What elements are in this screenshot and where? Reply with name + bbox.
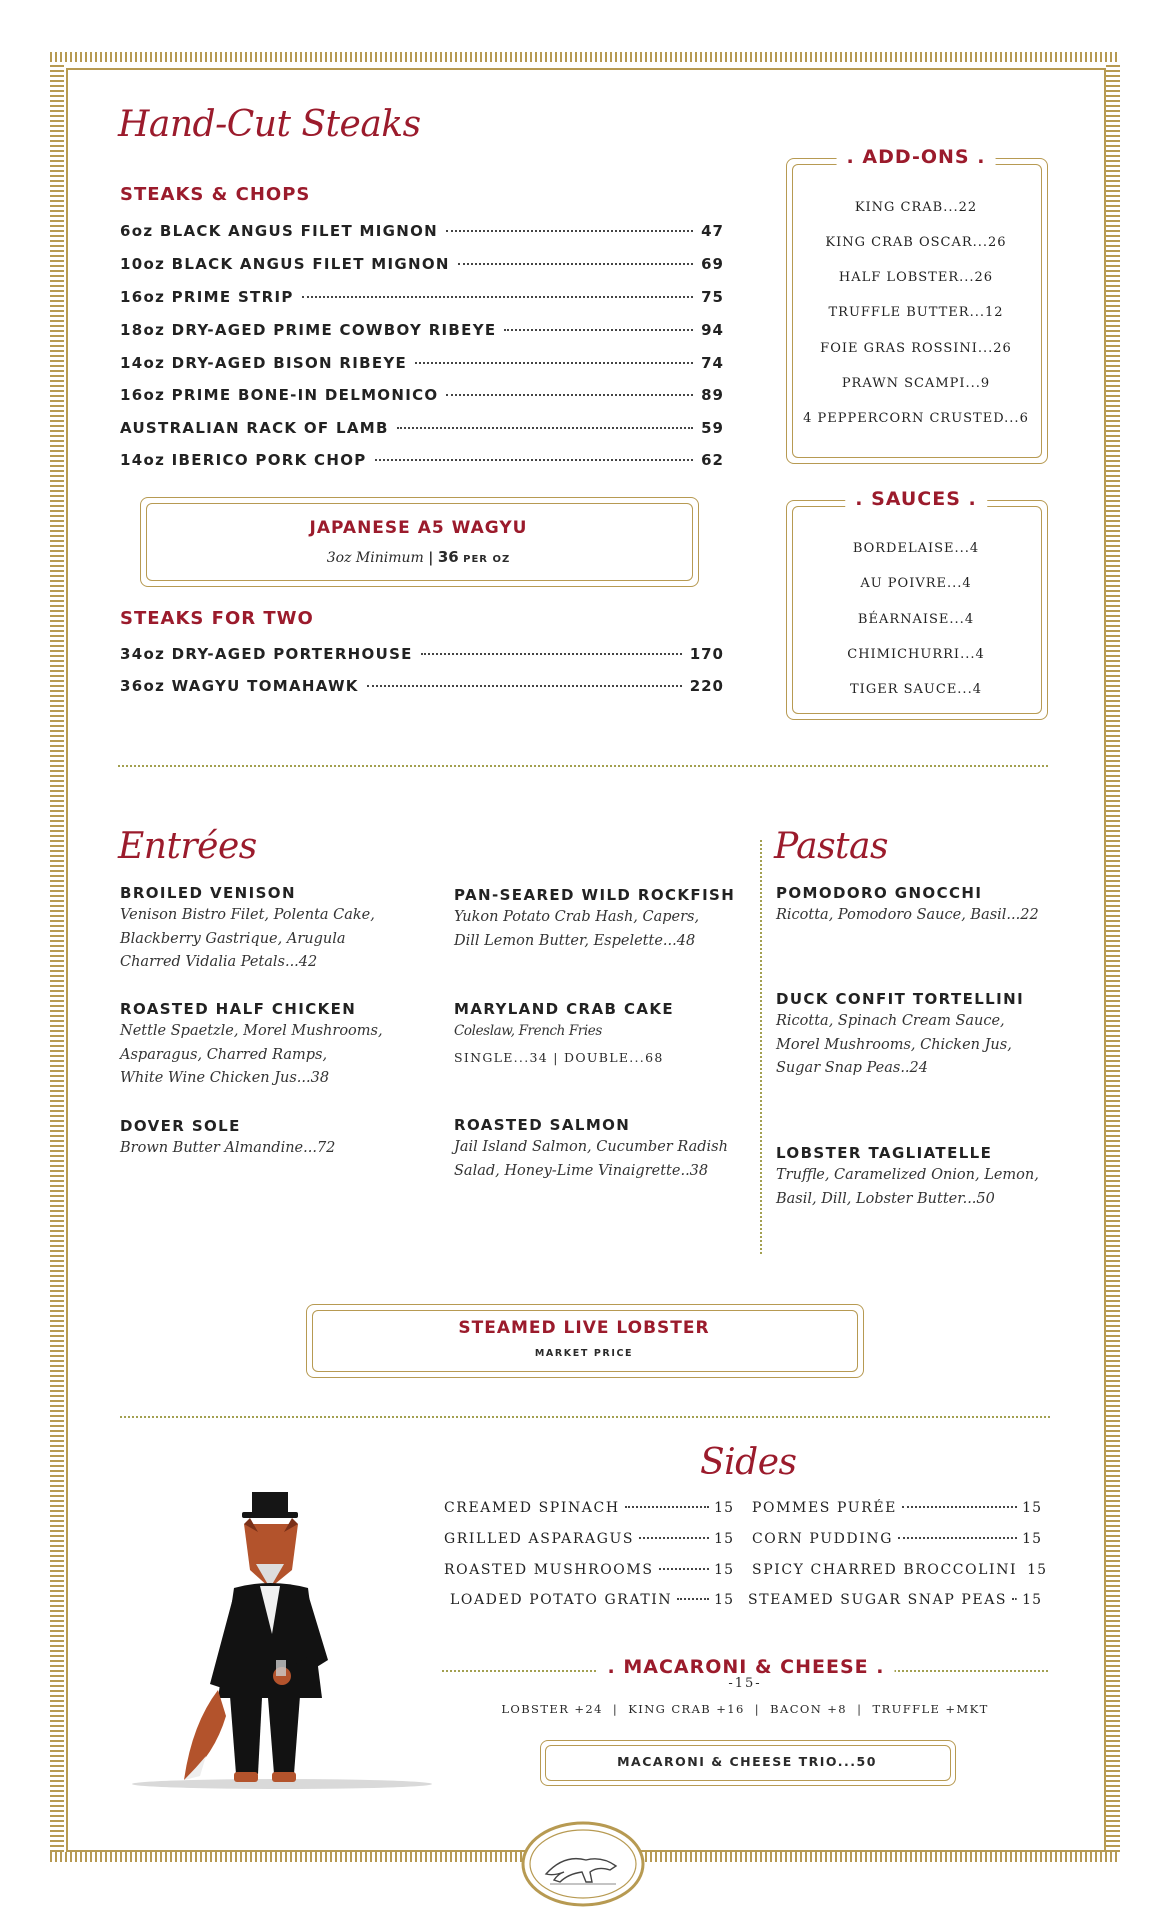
side-item: POMMES PURÉE 15 — [752, 1500, 1042, 1516]
sides-title: Sides — [700, 1442, 797, 1483]
menu-item: DOVER SOLE Brown Butter Almandine...72 — [120, 1117, 336, 1156]
section-divider — [120, 1416, 1050, 1418]
menu-item: 36oz WAGYU TOMAHAWK 220 — [120, 677, 724, 695]
menu-item: AUSTRALIAN RACK OF LAMB 59 — [120, 419, 724, 437]
sauces-title: . SAUCES . — [845, 488, 987, 510]
wagyu-title: JAPANESE A5 WAGYU — [309, 518, 528, 538]
addon-item: TRUFFLE BUTTER...12 — [828, 305, 1004, 320]
entrees-title: Entrées — [118, 826, 257, 867]
mac-title: . MACARONI & CHEESE . — [598, 1656, 895, 1678]
menu-item: ROASTED HALF CHICKEN Nettle Spaetzle, Morel Mushrooms, Asparagus, Charred Ramps, White Wine Chicken Jus...38 — [120, 1000, 383, 1086]
addons-title: . ADD-ONS . — [837, 146, 996, 168]
frame-left-band — [50, 62, 64, 1852]
addon-item: 4 PEPPERCORN CRUSTED...6 — [803, 411, 1029, 426]
mac-price: -15- — [728, 1676, 762, 1691]
fox-emblem-icon — [520, 1820, 646, 1908]
fox-gentleman-icon — [122, 1484, 432, 1804]
menu-item: 18oz DRY-AGED PRIME COWBOY RIBEYE 94 — [120, 321, 724, 339]
addon-item: FOIE GRAS ROSSINI...26 — [820, 341, 1012, 356]
sauce-item: AU POIVRE...4 — [860, 576, 972, 591]
steaks-for-two-heading: STEAKS FOR TWO — [120, 608, 314, 629]
mac-addons: LOBSTER +24 | KING CRAB +16 | BACON +8 | TRUFFLE +MKT — [501, 1702, 989, 1716]
lobster-market-price: MARKET PRICE — [534, 1348, 634, 1359]
pastas-title: Pastas — [774, 826, 888, 867]
menu-item: ROASTED SALMON Jail Island Salmon, Cucumber Radish Salad, Honey-Lime Vinaigrette..38 — [454, 1116, 728, 1179]
addon-item: PRAWN SCAMPI...9 — [841, 376, 991, 391]
steaks-chops-heading: STEAKS & CHOPS — [120, 184, 311, 205]
menu-item: POMODORO GNOCCHI Ricotta, Pomodoro Sauce, Basil...22 — [776, 884, 1039, 923]
side-item: CORN PUDDING 15 — [752, 1531, 1042, 1547]
sauce-item: TIGER SAUCE...4 — [850, 682, 982, 697]
side-item: SPICY CHARRED BROCCOLINI 15 — [752, 1562, 1047, 1578]
menu-item: 34oz DRY-AGED PORTERHOUSE 170 — [120, 645, 724, 663]
side-item: GRILLED ASPARAGUS 15 — [444, 1531, 734, 1547]
menu-item: 14oz DRY-AGED BISON RIBEYE 74 — [120, 354, 724, 372]
side-item: LOADED POTATO GRATIN 15 — [450, 1592, 734, 1608]
mac-trio: MACARONI & CHEESE TRIO...50 — [617, 1754, 877, 1769]
frame-top-band — [50, 52, 1120, 62]
addon-item: KING CRAB...22 — [854, 200, 978, 215]
menu-item: 6oz BLACK ANGUS FILET MIGNON 47 — [120, 222, 724, 240]
frame-right-band — [1106, 62, 1120, 1852]
menu-item: 16oz PRIME STRIP 75 — [120, 288, 724, 306]
menu-item: DUCK CONFIT TORTELLINI Ricotta, Spinach Cream Sauce, Morel Mushrooms, Chicken Jus, Sugar Snap Peas..24 — [776, 990, 1025, 1076]
menu-item: MARYLAND CRAB CAKE Coleslaw, French Fries SINGLE...34 | DOUBLE...68 — [454, 1000, 675, 1065]
side-item: CREAMED SPINACH 15 — [444, 1500, 734, 1516]
side-item: ROASTED MUSHROOMS 15 — [444, 1562, 734, 1578]
sauce-item: BORDELAISE...4 — [852, 541, 980, 556]
menu-item: PAN-SEARED WILD ROCKFISH Yukon Potato Crab Hash, Capers, Dill Lemon Butter, Espelette...48 — [454, 886, 736, 949]
menu-item: 10oz BLACK ANGUS FILET MIGNON 69 — [120, 255, 724, 273]
sauce-item: BÉARNAISE...4 — [857, 612, 975, 627]
menu-item: BROILED VENISON Venison Bistro Filet, Polenta Cake, Blackberry Gastrique, Arugula Charred Vidalia Petals...42 — [120, 884, 375, 970]
menu-item: LOBSTER TAGLIATELLE Truffle, Caramelized Onion, Lemon, Basil, Dill, Lobster Butter...50 — [776, 1144, 1039, 1207]
column-divider — [760, 840, 762, 1254]
section-divider — [118, 765, 1048, 767]
menu-item: 16oz PRIME BONE-IN DELMONICO 89 — [120, 386, 724, 404]
menu-item: 14oz IBERICO PORK CHOP 62 — [120, 451, 724, 469]
addon-item: HALF LOBSTER...26 — [838, 270, 994, 285]
lobster-title: STEAMED LIVE LOBSTER — [458, 1318, 710, 1338]
steaks-title: Hand-Cut Steaks — [118, 104, 421, 145]
wagyu-price-line: 3oz Minimum | 36 PER OZ — [326, 548, 511, 566]
sauce-item: CHIMICHURRI...4 — [847, 647, 985, 662]
addon-item: KING CRAB OSCAR...26 — [825, 235, 1007, 250]
side-item: STEAMED SUGAR SNAP PEAS 15 — [748, 1592, 1042, 1608]
